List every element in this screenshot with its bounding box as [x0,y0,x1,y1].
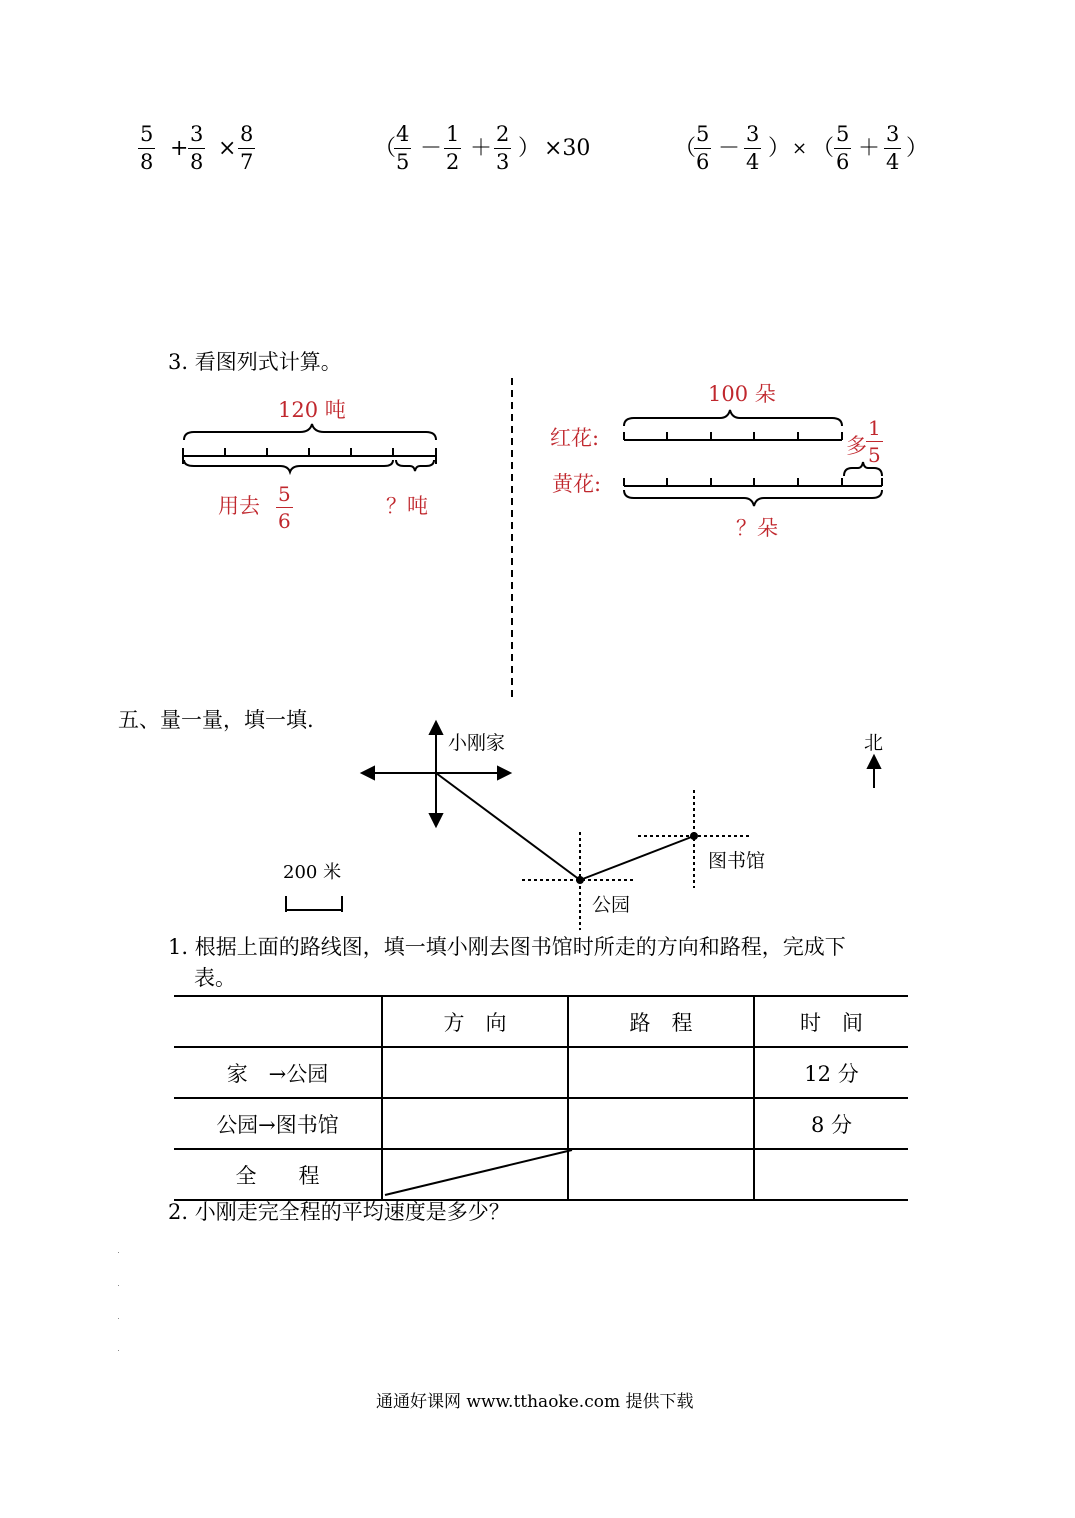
margin-dot [118,1252,119,1253]
header-cell [174,996,382,1047]
table-row [174,1098,908,1149]
question-2: 2. 小刚走完全程的平均速度是多少？ [168,1200,510,1224]
fraction: $\frac{8}{7}$ [240,122,254,174]
route-table [174,995,908,1201]
operator: × [218,136,237,161]
row-label: 家 →公园 [174,1047,382,1098]
direction-cell[interactable] [382,1047,568,1098]
arrow-south [430,814,442,826]
paren: ） [768,136,791,161]
fraction: $\frac{4}{5}$ [396,122,410,174]
more-fraction: $\frac{1}{5}$ [868,416,881,467]
operator: + [170,136,189,161]
north-label: 北 [864,732,884,754]
time-cell: 8 分 [754,1098,908,1149]
distance-cell[interactable] [568,1047,754,1098]
distance-cell[interactable] [568,1149,754,1200]
question-1-line1: 1. 根据上面的路线图，填一填小刚去图书馆时所走的方向和路程，完成下 [168,935,846,959]
operator: － [718,136,741,161]
fraction: $\frac{5}{8}$ [140,122,154,174]
scale-label: 200 米 [283,862,342,883]
footer-text: 通通好课网 www.tthaoke.com 提供下载 [376,1392,694,1412]
time-cell[interactable] [754,1149,908,1200]
used-fraction: $\frac{5}{6}$ [278,482,291,533]
remain-brace [396,460,434,471]
header-time: 时 间 [754,996,908,1047]
paren: （ [674,136,697,161]
top-brace [184,424,436,440]
table-row [174,1047,908,1098]
library-point [691,833,697,839]
more-label: 多 [846,434,867,458]
route-map [286,722,880,930]
row-label: 全 程 [174,1149,382,1200]
section3-title: 3. 看图列式计算。 [168,350,342,374]
right-total-label: 100 朵 [708,382,776,406]
margin-dot [118,1285,119,1286]
table-header-row [174,996,908,1047]
fraction: $\frac{3}{4}$ [886,122,900,174]
right-bar-diagram [624,410,882,506]
row-label: 公园→图书馆 [174,1098,382,1149]
right-question: ？朵 [736,516,778,540]
route-park-library [580,836,694,880]
fraction: $\frac{3}{8}$ [190,122,204,174]
red-flower-label: 红花: [550,426,600,450]
table-row [174,1149,908,1200]
yellow-flower-label: 黄花: [552,472,602,496]
yellow-bottom-brace [624,490,882,506]
left-bar-diagram [183,424,436,472]
direction-cell[interactable] [382,1098,568,1149]
operator: － [420,136,443,161]
used-label: 用去 [218,494,260,518]
direction-cell [382,1149,568,1200]
route-home-park [436,773,580,880]
operator: ＋ [470,136,493,161]
library-label: 图书馆 [708,850,766,872]
operator: ＋ [858,136,881,161]
margin-dot [118,1318,119,1319]
fraction: $\frac{5}{6}$ [836,122,850,174]
left-question: ？吨 [386,494,428,518]
tail: ×30 [544,136,591,161]
paren: （ [374,136,397,161]
fraction: $\frac{2}{3}$ [496,122,510,174]
arrow-east [498,767,510,779]
paren: （ [812,136,835,161]
paren: ） [518,136,541,161]
used-brace [184,460,393,472]
fraction: $\frac{5}{6}$ [696,122,710,174]
header-distance: 路 程 [568,996,754,1047]
arrow-north [430,722,442,734]
distance-cell[interactable] [568,1098,754,1149]
arrow-west [362,767,374,779]
park-label: 公园 [592,894,631,916]
header-direction: 方 向 [382,996,568,1047]
margin-dot [118,1350,119,1351]
fraction: $\frac{3}{4}$ [746,122,760,174]
time-cell: 12 分 [754,1047,908,1098]
question-1-line2: 表。 [194,966,236,990]
paren: ） [906,136,929,161]
fraction: $\frac{1}{2}$ [446,122,460,174]
operator: × [792,138,808,159]
left-total-label: 120 吨 [278,398,346,422]
red-top-brace [624,410,842,426]
section5-title: 五、量一量，填一填. [118,708,314,732]
home-label: 小刚家 [448,732,506,754]
